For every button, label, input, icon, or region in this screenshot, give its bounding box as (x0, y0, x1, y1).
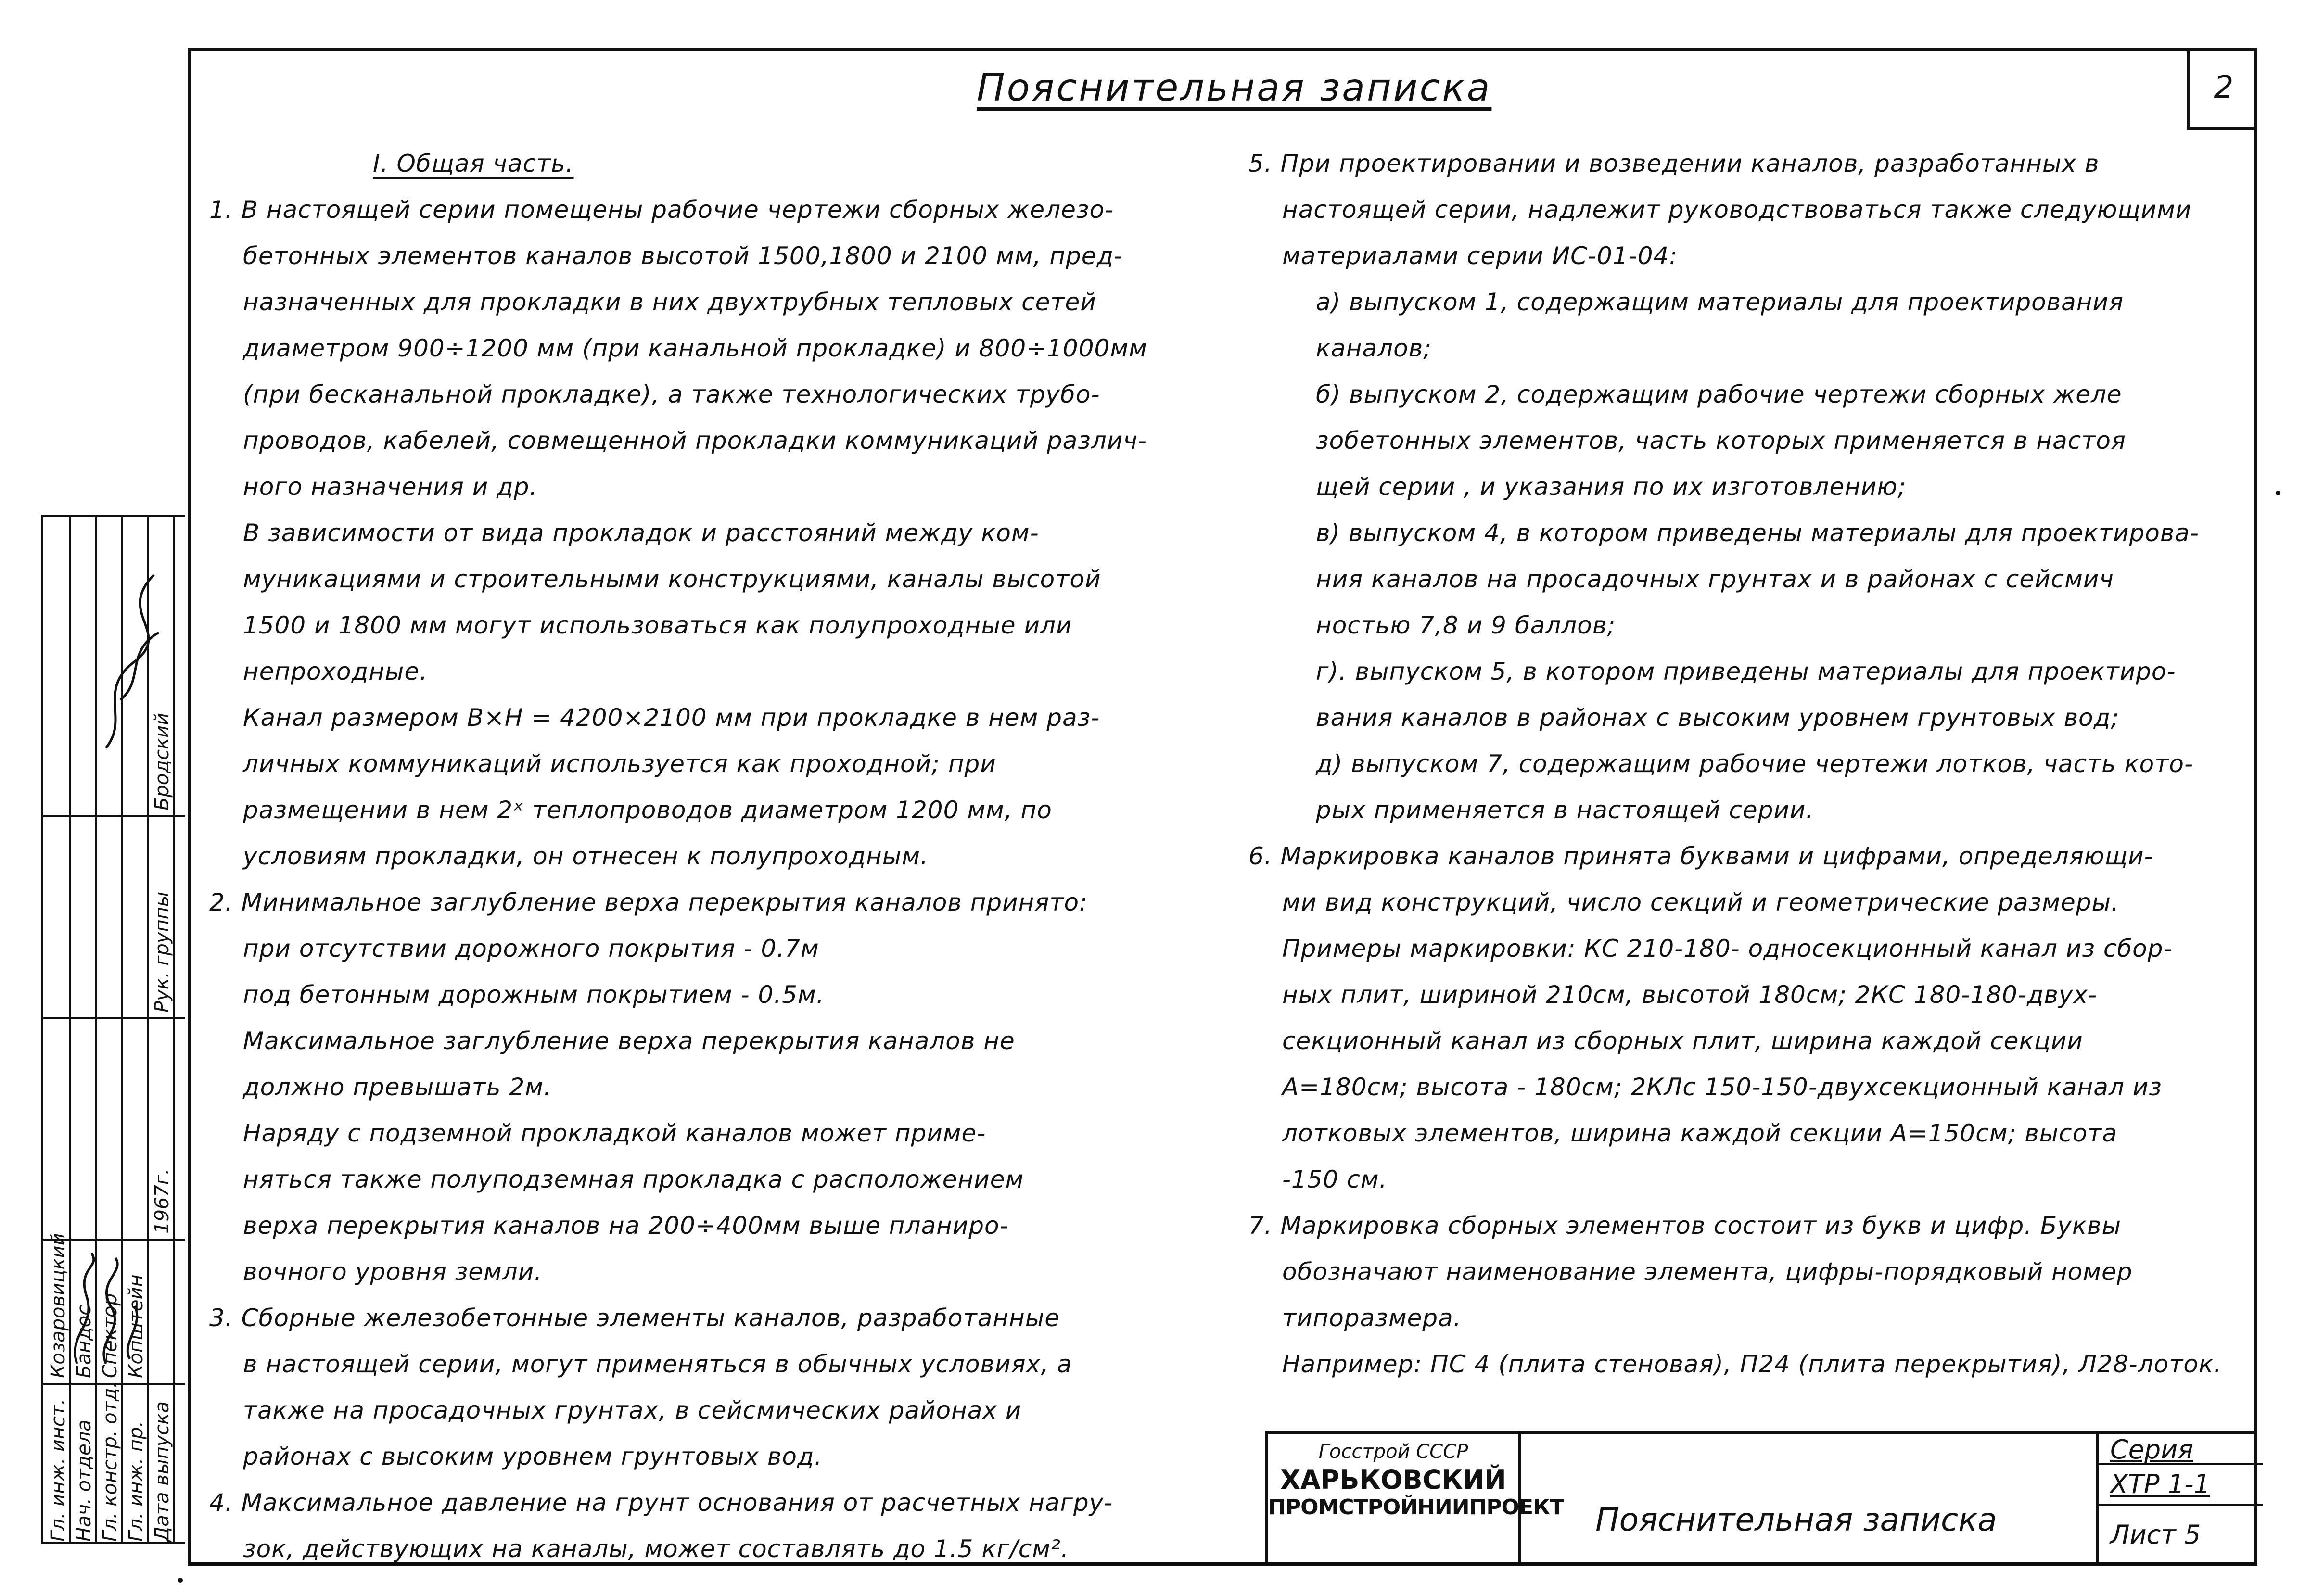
text-line: условиям прокладки, он отнесен к полупроходным. (243, 842, 929, 870)
text-line: непроходные. (243, 658, 428, 685)
release-date: 1967г. (151, 1168, 173, 1234)
role-label: Гл. констр. отд. (99, 1381, 121, 1542)
text-line: диаметром 900÷1200 мм (при канальной прокладке) и 800÷1000мм (243, 334, 1147, 362)
signatory-name: Копштейн (125, 1274, 147, 1378)
text-line: 2. Минимальное заглубление верха перекрытия каналов принято: (209, 888, 1088, 916)
text-line: секционный канал из сборных плит, ширина каждой секции (1282, 1027, 2083, 1055)
text-line: б) выпуском 2, содержащим рабочие чертежи сборных желе (1316, 380, 2122, 408)
text-line: няться также полуподземная прокладка с расположением (243, 1165, 1024, 1193)
text-line: Например: ПС 4 (плита стеновая), П24 (плита перекрытия), Л28-лоток. (1282, 1350, 2222, 1378)
text-line: при отсутствии дорожного покрытия - 0.7м (243, 935, 819, 963)
right-text-column (1248, 140, 2254, 1387)
text-line: В зависимости от вида прокладок и расстояний между ком- (243, 519, 1039, 547)
text-line: 1. В настоящей серии помещены рабочие чертежи сборных железо- (209, 196, 1114, 224)
text-line: в настоящей серии, могут применяться в обычных условиях, а (243, 1350, 1072, 1378)
text-line: вания каналов в районах с высоким уровнем грунтовых вод; (1316, 704, 2120, 732)
text-line: (при бесканальной прокладке), а также технологических трубо- (243, 380, 1100, 408)
text-line: вочного уровня земли. (243, 1258, 543, 1286)
text-line: проводов, кабелей, совмещенной прокладки коммуникаций различ- (243, 427, 1147, 455)
text-line: -150 см. (1282, 1165, 1388, 1193)
role-label: Дата выпуска (151, 1401, 173, 1542)
margin-mark (178, 1578, 183, 1583)
text-line: личных коммуникаций используется как проходной; при (243, 750, 996, 778)
text-line: Максимальное заглубление верха перекрытия каналов не (243, 1027, 1015, 1055)
page-title: Пояснительная записка (977, 66, 1492, 110)
text-line: каналов; (1316, 334, 1432, 362)
text-line: лотковых элементов, ширина каждой секции А=150см; высота (1282, 1119, 2117, 1147)
text-line: 4. Максимальное давление на грунт основания от расчетных нагру- (209, 1489, 1113, 1517)
role-label: Рук. группы (151, 891, 173, 1013)
series-cell (2096, 1434, 2263, 1566)
signature-marks (87, 556, 173, 758)
text-line: Канал размером В×Н = 4200×2100 мм при прокладке в нем раз- (243, 704, 1100, 732)
text-line: 3. Сборные железобетонные элементы каналов, разработанные (209, 1304, 1060, 1332)
signatory-name: Бродский (151, 712, 173, 811)
text-line: щей серии , и указания по их изготовлению; (1316, 473, 1907, 501)
text-line: ного назначения и др. (243, 473, 538, 501)
page-number: 2 (2187, 48, 2257, 130)
text-line: настоящей серии, надлежит руководствоваться также следующими (1282, 196, 2192, 224)
text-line: а) выпуском 1, содержащим материалы для проектирования (1316, 288, 2124, 316)
text-line: Наряду с подземной прокладкой каналов может приме- (243, 1119, 986, 1147)
org-line-3: ПРОМСТРОЙНИИПРОЕКТ (1268, 1495, 1564, 1520)
document-title: Пояснительная записка (1595, 1501, 1997, 1538)
text-line: ния каналов на просадочных грунтах и в районах с сейсмич (1316, 565, 2114, 593)
signatory-name: Бандос (73, 1305, 95, 1378)
text-line: районах с высоким уровнем грунтовых вод. (243, 1443, 823, 1470)
text-line: размещении в нем 2ˣ теплопроводов диаметром 1200 мм, по (243, 796, 1052, 824)
section-heading: I. Общая часть. (373, 150, 574, 177)
approval-strip (41, 515, 185, 1544)
role-label: Гл. инж. пр. (125, 1420, 147, 1542)
signatory-name: Спектор (99, 1293, 121, 1378)
series-label: Серия (2099, 1434, 2263, 1465)
text-line: обозначают наименование элемента, цифры-порядковый номер (1282, 1258, 2133, 1286)
title-block (1265, 1431, 2257, 1566)
text-line: 6. Маркировка каналов принята буквами и цифрами, определяющи- (1248, 842, 2153, 870)
text-line: муникациями и строительными конструкциями, каналы высотой (243, 565, 1101, 593)
text-line: ных плит, шириной 210см, высотой 180см; 2КС 180-180-двух- (1282, 981, 2098, 1009)
text-line: ностью 7,8 и 9 баллов; (1316, 611, 1616, 639)
text-line: зобетонных элементов, часть которых применяется в настоя (1316, 427, 2127, 455)
series-code: ХТР 1-1 (2099, 1465, 2263, 1506)
text-line: г). выпуском 5, в котором приведены материалы для проектиро- (1316, 658, 2176, 685)
text-line: должно превышать 2м. (243, 1073, 552, 1101)
text-line: типоразмера. (1282, 1304, 1462, 1332)
text-line: ми вид конструкций, число секций и геометрические размеры. (1282, 888, 2119, 916)
text-line: бетонных элементов каналов высотой 1500,1800 и 2100 мм, пред- (243, 242, 1123, 270)
text-line: 7. Маркировка сборных элементов состоит из букв и цифр. Буквы (1248, 1212, 2122, 1240)
text-line: 5. При проектировании и возведении каналов, разработанных в (1248, 150, 2100, 177)
sheet-number: Лист 5 (2110, 1520, 2201, 1550)
text-line: А=180см; высота - 180см; 2КЛс 150-150-двухсекционный канал из (1282, 1073, 2162, 1101)
text-line: зок, действующих на каналы, может составлять до 1.5 кг/см². (243, 1535, 1069, 1563)
text-line: д) выпуском 7, содержащим рабочие чертежи лотков, часть кото- (1316, 750, 2194, 778)
text-line: верха перекрытия каналов на 200÷400мм выше планиро- (243, 1212, 1009, 1240)
text-line: также на просадочных грунтах, в сейсмических районах и (243, 1396, 1022, 1424)
signatory-name: Козаровицкий (47, 1233, 69, 1378)
text-line: под бетонным дорожным покрытием - 0.5м. (243, 981, 825, 1009)
org-line-1: Госстрой СССР (1318, 1441, 1468, 1463)
role-label: Нач. отдела (73, 1419, 95, 1542)
text-line: 1500 и 1800 мм могут использоваться как полупроходные или (243, 611, 1072, 639)
signature-marks (58, 1248, 154, 1373)
margin-mark (2276, 491, 2280, 495)
role-label: Гл. инж. инст. (47, 1398, 69, 1542)
text-line: в) выпуском 4, в котором приведены материалы для проектирова- (1316, 519, 2199, 547)
organization-cell (1268, 1434, 1564, 1566)
text-line: назначенных для прокладки в них двухтрубных тепловых сетей (243, 288, 1096, 316)
text-line: Примеры маркировки: КС 210-180- односекционный канал из сбор- (1282, 935, 2173, 963)
text-line: материалами серии ИС-01-04: (1282, 242, 1678, 270)
org-line-2: ХАРЬКОВСКИЙ (1280, 1465, 1506, 1495)
text-line: рых применяется в настоящей серии. (1316, 796, 1814, 824)
left-text-column (209, 140, 1263, 1572)
